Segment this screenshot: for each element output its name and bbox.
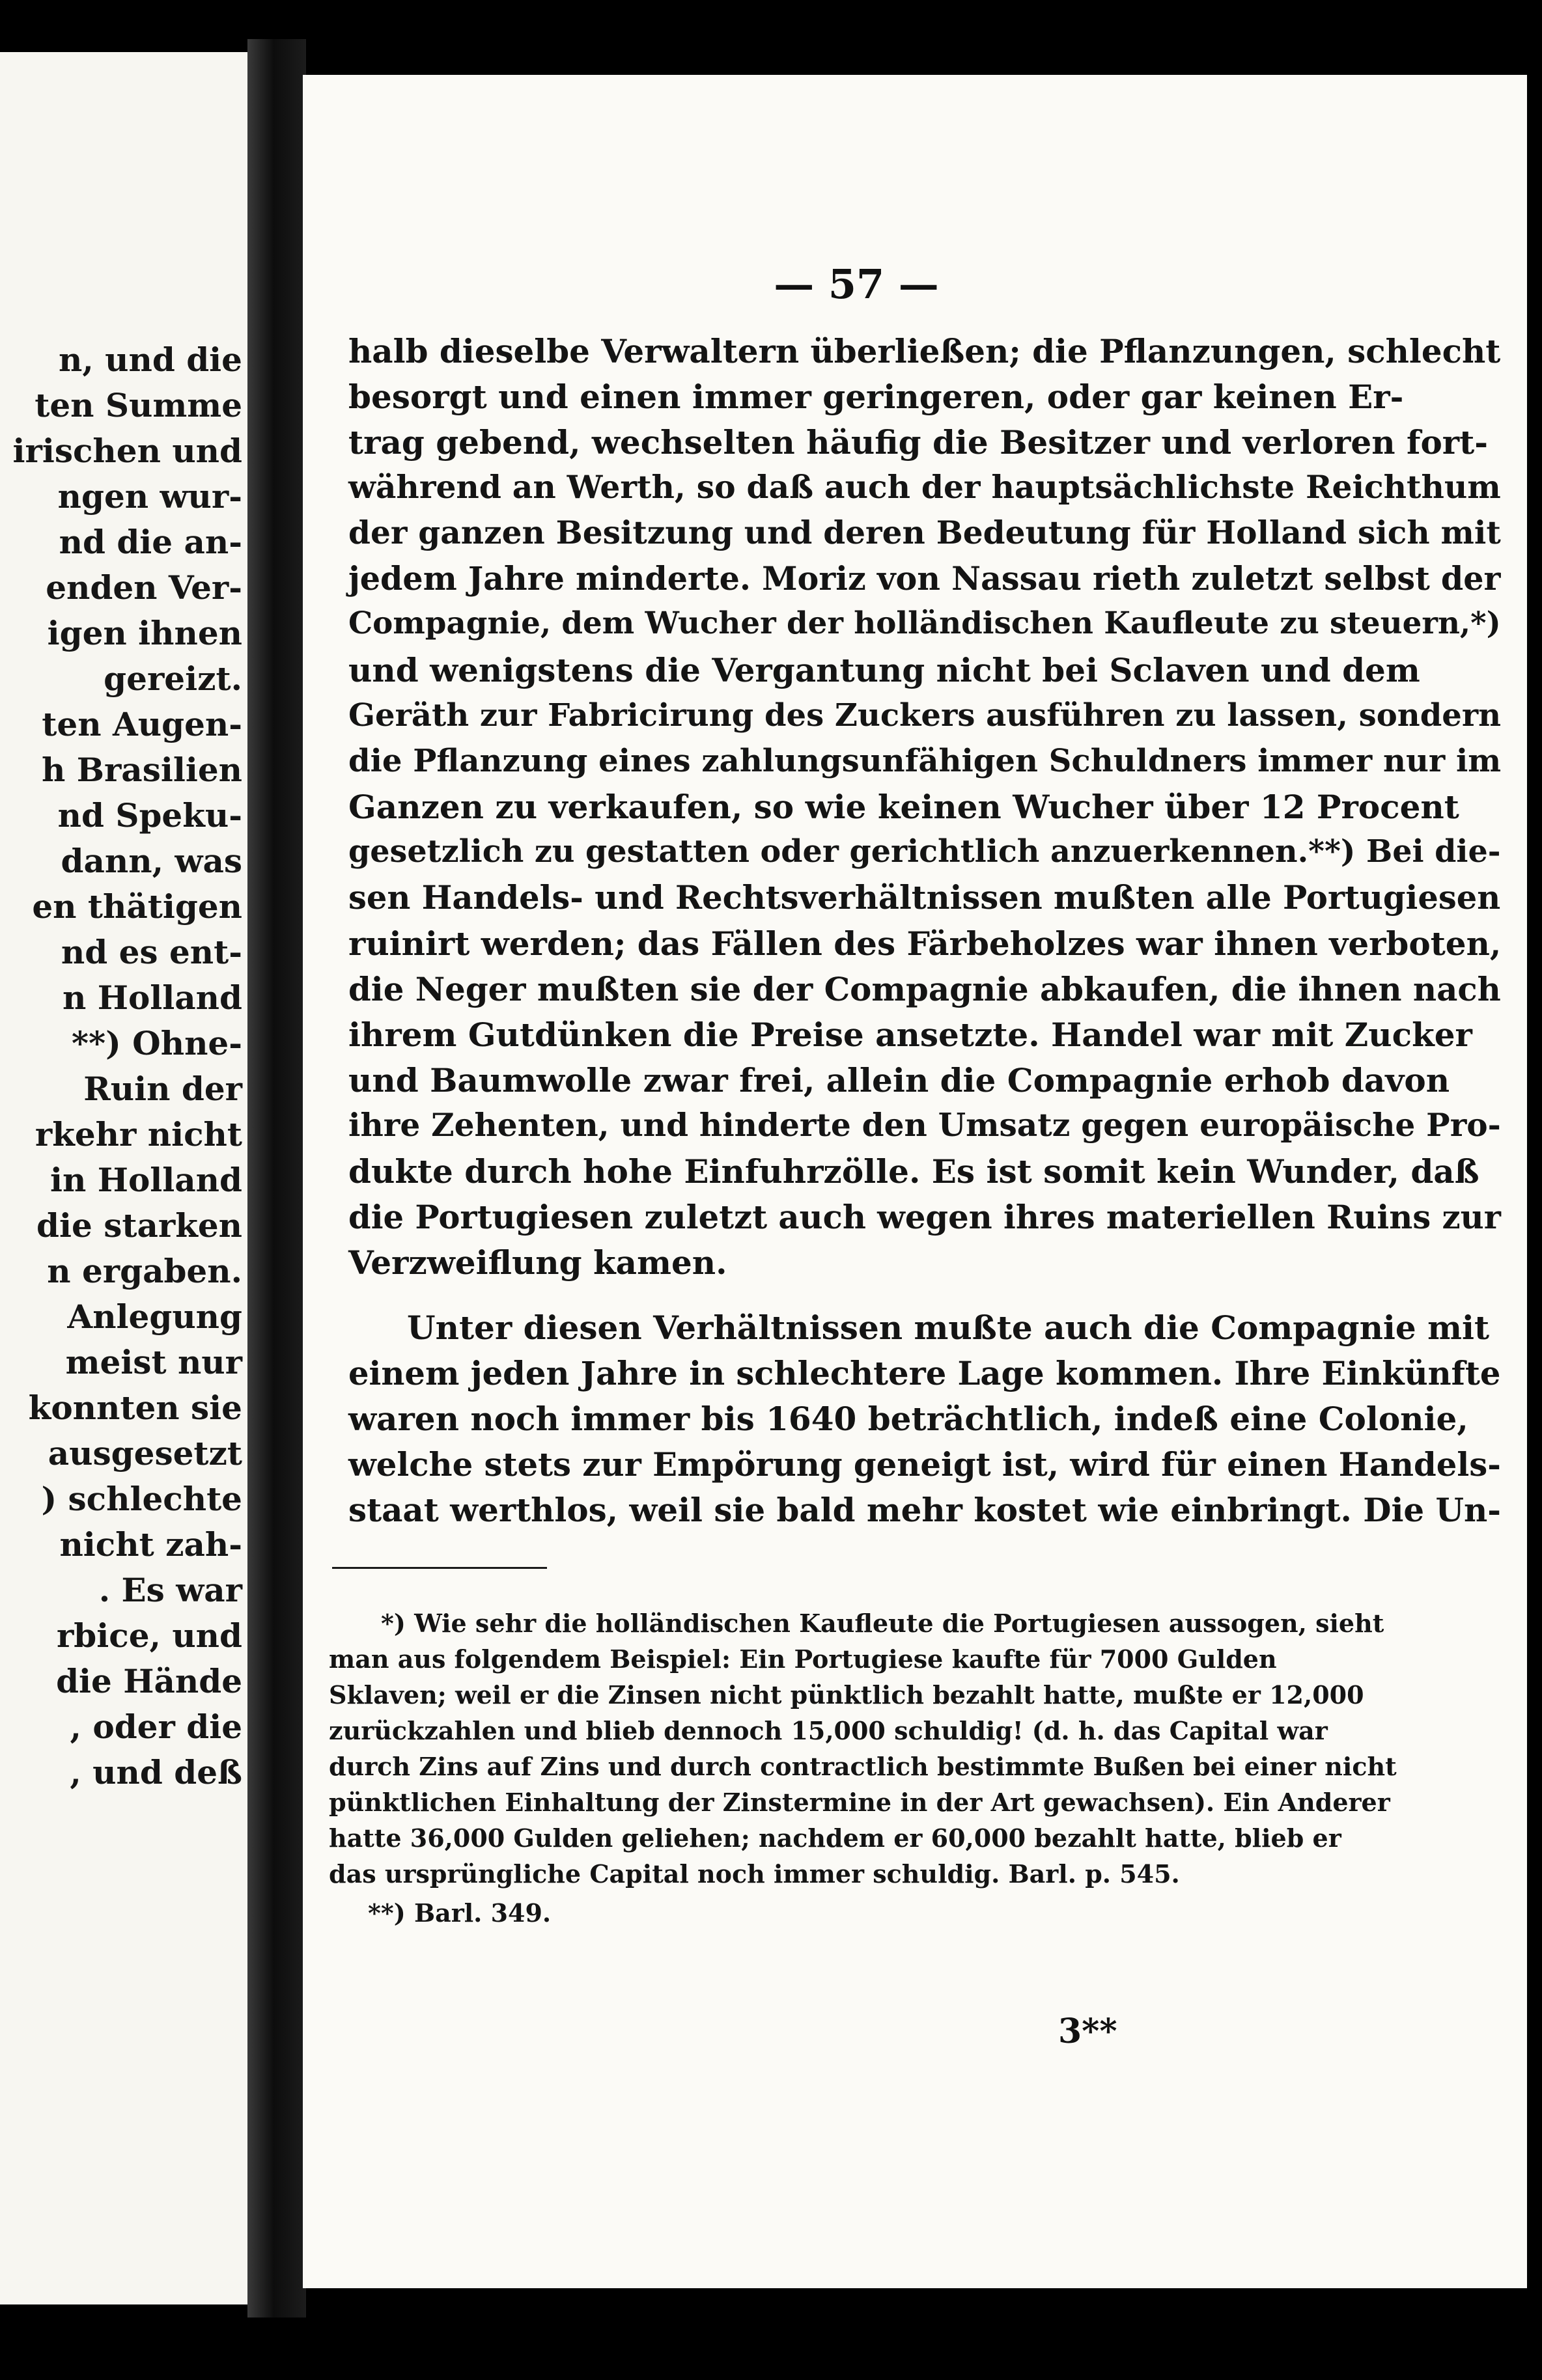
left-line: dann, was (61, 842, 242, 880)
left-line: rkehr nicht (35, 1115, 242, 1154)
left-line: ten Summe (35, 386, 242, 424)
footnote-line: man aus folgendem Beispiel: Ein Portugiese kaufte für 7000 Gulden (329, 1644, 1277, 1674)
right-page (303, 75, 1527, 2288)
footnote-line: hatte 36,000 Gulden geliehen; nachdem er 60,000 bezahlt hatte, blieb er (329, 1823, 1341, 1853)
left-line: igen ihnen (47, 614, 242, 652)
body-line: und Baumwolle zwar frei, allein die Compagnie erhob davon (348, 1061, 1450, 1100)
body-line: Verzweiflung kamen. (348, 1243, 727, 1282)
body-line: ihrem Gutdünken die Preise ansetzte. Handel war mit Zucker (348, 1016, 1472, 1054)
body-line: gesetzlich zu gestatten oder gerichtlich anzuerkennen.**) Bei die- (348, 833, 1501, 870)
body-line: dukte durch hohe Einfuhrzölle. Es ist somit kein Wunder, daß (348, 1152, 1479, 1191)
signature-mark: 3** (1058, 2012, 1117, 2051)
left-line: nd Speku- (57, 796, 242, 835)
left-line: nicht zah- (59, 1525, 242, 1564)
body-line: Geräth zur Fabricirung des Zuckers ausführen zu lassen, sondern (348, 697, 1502, 734)
body-line: welche stets zur Empörung geneigt ist, wird für einen Handels- (348, 1445, 1501, 1484)
left-line: ngen wur- (57, 477, 242, 516)
left-line: nd die an- (59, 523, 242, 561)
body-line: die Neger mußten sie der Compagnie abkaufen, die ihnen nach (348, 970, 1501, 1008)
body-line: die Portugiesen zuletzt auch wegen ihres materiellen Ruins zur (348, 1198, 1501, 1236)
footnote-line: zurückzahlen und blieb dennoch 15,000 schuldig! (d. h. das Capital war (329, 1716, 1328, 1745)
left-line: gereizt. (104, 659, 242, 698)
body-line: sen Handels- und Rechtsverhältnissen mußten alle Portugiesen (348, 879, 1501, 917)
body-line: ruinirt werden; das Fällen des Färbeholzes war ihnen verboten, (348, 924, 1502, 963)
page-number: — 57 — (774, 260, 939, 308)
body-line: der ganzen Besitzung und deren Bedeutung für Holland sich mit (348, 514, 1501, 551)
body-line: die Pflanzung eines zahlungsunfähigen Schuldners immer nur im (348, 743, 1502, 779)
left-line: rbice, und (56, 1616, 242, 1655)
body-line: jedem Jahre minderte. Moriz von Nassau rieth zuletzt selbst der (348, 560, 1501, 598)
left-line: irischen und (12, 432, 242, 470)
body-line: Unter diesen Verhältnissen mußte auch die Compagnie mit (407, 1308, 1490, 1347)
left-line: . Es war (98, 1571, 242, 1609)
left-line: , oder die (70, 1708, 242, 1746)
left-line: ) schlechte (41, 1480, 242, 1518)
book-gutter-shadow (247, 39, 306, 2318)
left-line: n Holland (62, 978, 242, 1017)
left-line: die Hände (56, 1662, 242, 1700)
left-line: ten Augen- (42, 705, 242, 743)
footnote-line: **) Barl. 349. (368, 1898, 552, 1928)
body-line: ihre Zehenten, und hinderte den Umsatz gegen europäische Pro- (348, 1107, 1501, 1144)
body-line: während an Werth, so daß auch der hauptsächlichste Reichthum (348, 469, 1501, 506)
left-line: enden Ver- (46, 568, 242, 607)
left-line: h Brasilien (41, 751, 242, 789)
body-line: einem jeden Jahre in schlechtere Lage kommen. Ihre Einkünfte (348, 1354, 1501, 1392)
footnote-line: pünktlichen Einhaltung der Zinstermine in der Art gewachsen). Ein Anderer (329, 1788, 1390, 1817)
body-line: Compagnie, dem Wucher der holländischen Kaufleute zu steuern,*) (348, 605, 1501, 641)
left-line: ausgesetzt (48, 1434, 242, 1473)
footnote-line: Sklaven; weil er die Zinsen nicht pünktlich bezahlt hatte, mußte er 12,000 (329, 1680, 1364, 1709)
left-line: Anlegung (67, 1297, 242, 1336)
left-line: Ruin der (83, 1070, 242, 1108)
body-line: und wenigstens die Vergantung nicht bei Sclaven und dem (348, 651, 1420, 689)
left-page-fragment (0, 52, 247, 2304)
left-line: , und deß (70, 1753, 242, 1792)
left-line: die starken (36, 1206, 242, 1245)
left-line: n, und die (58, 340, 242, 379)
left-line: n ergaben. (47, 1252, 242, 1290)
left-line: en thätigen (32, 887, 242, 926)
footnote-line: durch Zins auf Zins und durch contractlich bestimmte Bußen bei einer nicht (329, 1752, 1397, 1781)
footnote-line: das ursprüngliche Capital noch immer schuldig. Barl. p. 545. (329, 1859, 1180, 1889)
left-line: **) Ohne- (71, 1024, 242, 1062)
footnote-line: *) Wie sehr die holländischen Kaufleute die Portugiesen aussogen, sieht (381, 1609, 1384, 1638)
left-line: meist nur (65, 1343, 242, 1381)
body-line: trag gebend, wechselten häufig die Besitzer und verloren fort- (348, 423, 1488, 462)
body-line: staat werthlos, weil sie bald mehr kostet wie einbringt. Die Un- (348, 1491, 1501, 1529)
footnote-separator (332, 1567, 547, 1569)
body-line: besorgt und einen immer geringeren, oder gar keinen Er- (348, 378, 1404, 416)
left-line: nd es ent- (61, 933, 242, 971)
left-line: konnten sie (28, 1389, 242, 1427)
body-line: halb dieselbe Verwaltern überließen; die Pflanzungen, schlecht (348, 332, 1501, 370)
left-line: in Holland (49, 1161, 242, 1199)
body-line: waren noch immer bis 1640 beträchtlich, indeß eine Colonie, (348, 1400, 1468, 1438)
body-line: Ganzen zu verkaufen, so wie keinen Wucher über 12 Procent (348, 788, 1459, 826)
